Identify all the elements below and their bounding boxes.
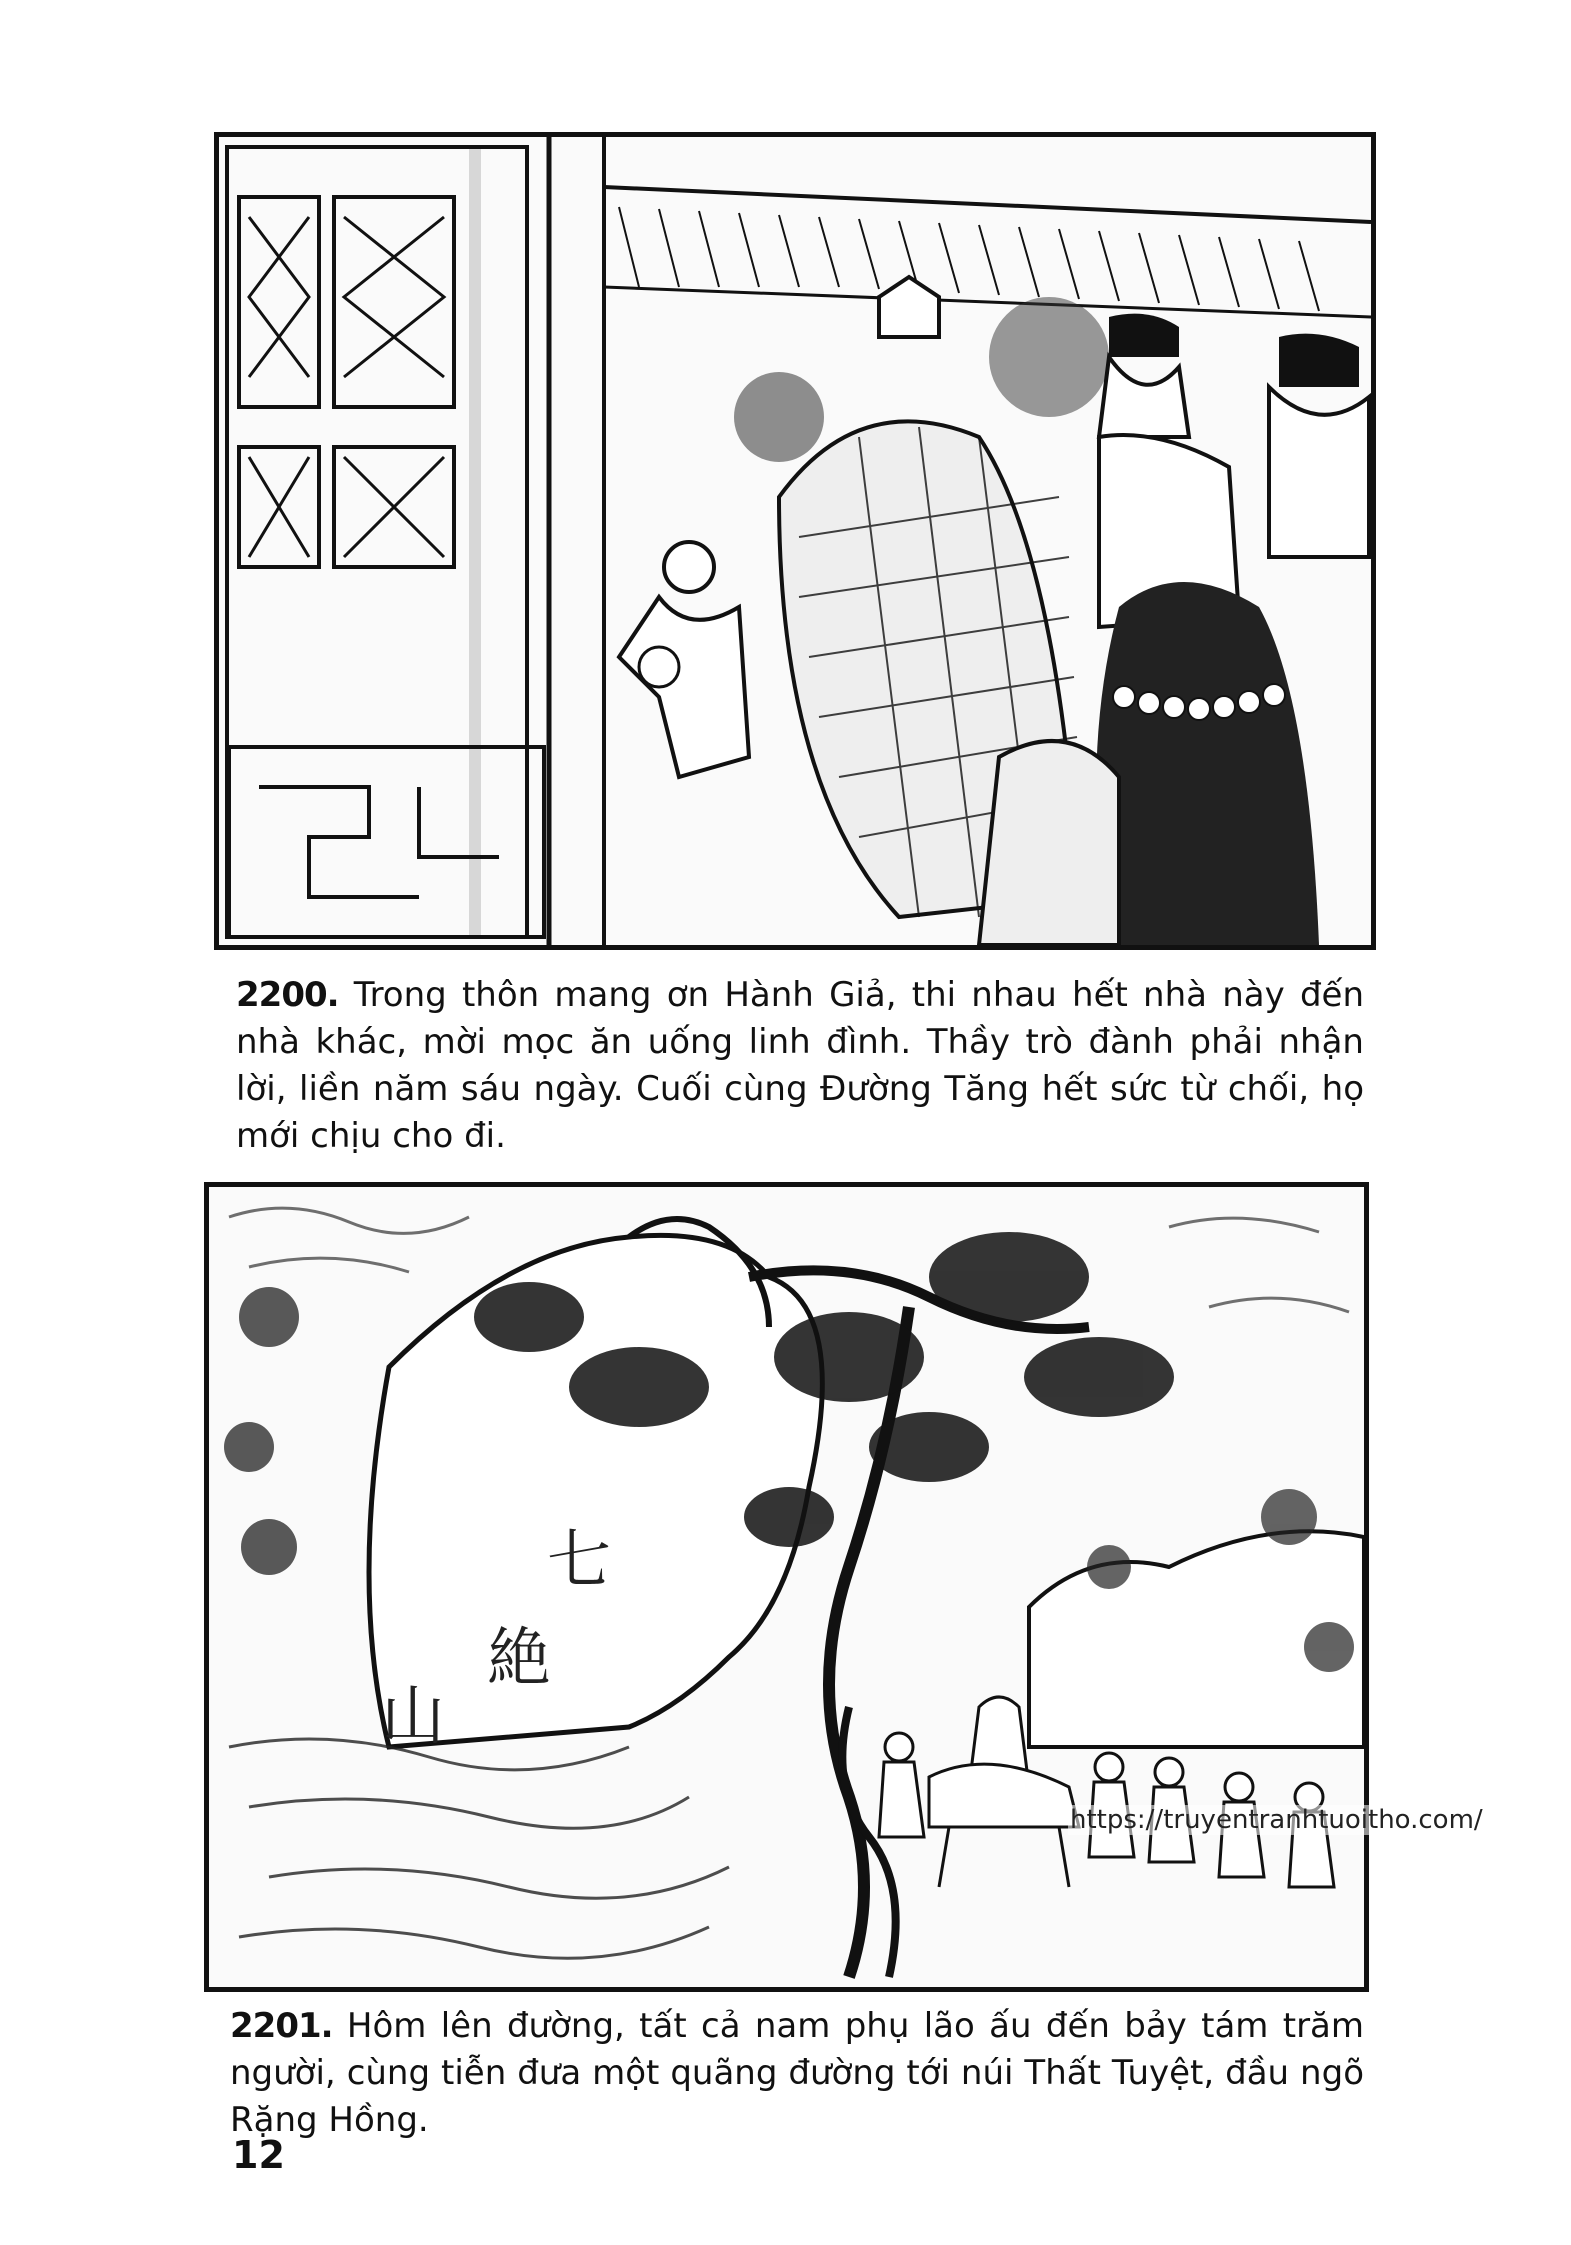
illustration-panel-2201 <box>204 1182 1369 1992</box>
illustration-panel-2200 <box>214 132 1376 950</box>
panel-number: 2200. <box>236 975 339 1015</box>
panel-number: 2201. <box>230 2006 333 2046</box>
courtyard-illustration <box>219 137 1371 945</box>
page-number: 12 <box>232 2133 285 2177</box>
mountain-illustration <box>209 1187 1364 1987</box>
caption-2201 <box>230 2003 1364 2144</box>
calligraphy-char: 絶 <box>487 1622 551 1696</box>
calligraphy-char: 山 <box>381 1680 445 1754</box>
watermark-url: https://truyentranhtuoitho.com/ <box>1070 1805 1483 1835</box>
caption-text: Hôm lên đường, tất cả nam phụ lão ấu đến bảy tám trăm người, cùng tiễn đưa một quãng đường tới núi Thất Tuyệt, đầu ngõ Rặng Hồng. <box>230 2006 1364 2140</box>
caption-2200 <box>236 972 1364 1160</box>
calligraphy-char: 七 <box>547 1524 611 1598</box>
caption-text: Trong thôn mang ơn Hành Giả, thi nhau hết nhà này đến nhà khác, mời mọc ăn uống linh đình. Thầy trò đành phải nhận lời, liền năm sáu ngày. Cuối cùng Đường Tăng hết sức từ chối, họ mới chịu cho đi. <box>236 975 1365 1156</box>
